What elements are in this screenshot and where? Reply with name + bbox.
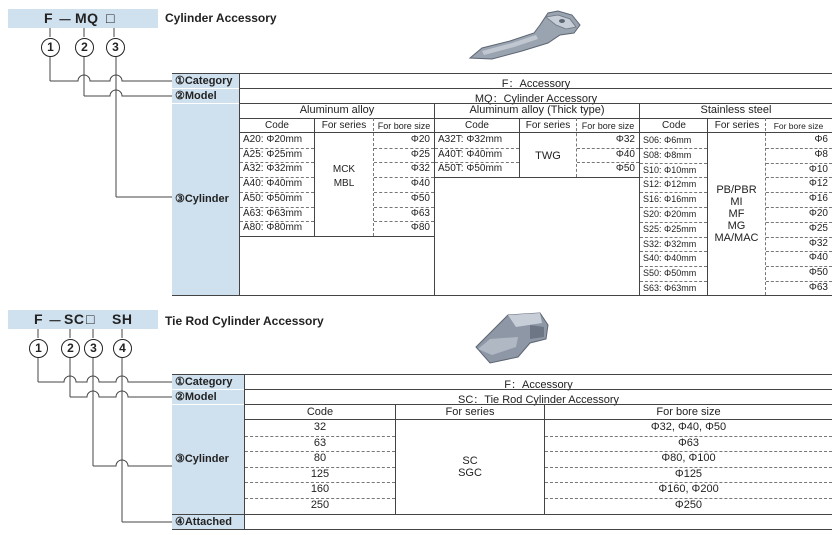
row-divider [640,266,707,267]
table-cell-bore: Φ20 [410,134,430,145]
row-label-attached: ④Attached [172,515,244,529]
row-divider [545,482,832,483]
column-header-code: Code [306,406,334,418]
column-header-code: Code [265,120,289,131]
series-twg: TWG [535,150,561,162]
row-divider [766,266,832,267]
column-header-code: Code [662,120,686,131]
row-divider [640,148,707,149]
model-code-dash: － [58,12,73,28]
row-divider [545,451,832,452]
row-label-category: ①Category [172,74,239,88]
table-cell-bore: Φ80 [410,222,430,234]
row-divider [766,148,832,149]
table1-col-line [519,118,520,177]
row-divider [640,251,707,252]
position-circle-3: 3 [106,38,125,57]
product-image-tie-rod-accessory [468,305,558,370]
table1-rule [240,236,434,237]
table-cell-bore: Φ8 [814,148,828,160]
column-header-for-bore-size: For bore size [656,406,721,418]
table-cell-code: S40: Φ40mm [643,253,697,264]
row-divider [766,192,832,193]
row-label-cylinder: ③Cylinder [172,104,239,295]
row-divider [245,467,395,468]
table2-rule [172,529,832,530]
table-cell-code: A40: Φ40mm [243,178,303,190]
model-code-part-box: □ [106,10,115,26]
table-cell-bore: Φ32 [808,237,828,249]
table-cell-code: S06: Φ6mm [643,135,692,145]
table1-rule [240,88,832,89]
table-cell-code: 160 [310,483,330,496]
table-cell-bore: Φ32 [410,163,430,175]
row-divider [245,498,395,499]
table1-rule [240,118,832,119]
row-divider [374,177,434,178]
position-circle-2: 2 [61,339,80,358]
table-cell-code: A20: Φ20mm [243,134,303,145]
table2-rule [172,374,832,375]
table-cell-bore: Φ40 [615,148,635,160]
row-divider [435,162,519,163]
position-circle-3: 3 [84,339,103,358]
model-code-part-sc: SC [64,311,85,327]
table-cell-code: A80: Φ80mm [243,222,303,234]
model-code-part-f: F [44,10,54,26]
column-header-for-bore-size: For bore size [773,121,824,131]
table-cell-bore: Φ160, Φ200 [658,483,719,496]
row-label-category: ①Category [172,375,244,389]
table1-col-line [434,103,435,295]
table2-rule [245,389,832,390]
table-cell-bore: Φ63 [410,207,430,219]
series-ma-mac: MA/MAC [714,232,759,244]
column-header-for-series: For series [321,120,367,131]
row-divider [640,177,707,178]
table-cell-bore: Φ40 [808,252,828,264]
row-label-cylinder: ③Cylinder [172,405,244,514]
table-cell-code: A25: Φ25mm [243,148,303,160]
series-sgc: SGC [458,467,482,479]
row-divider [577,162,639,163]
position-circle-1: 1 [29,339,48,358]
row-divider [766,251,832,252]
table2-rule [172,514,832,515]
row-divider [240,177,314,178]
row-divider [766,207,832,208]
column-header-for-bore-size: For bore size [581,121,635,131]
series-mck: MCK [332,164,356,175]
row-divider [245,436,395,437]
table-cell-code: A32: Φ32mm [243,163,303,175]
row-divider [640,222,707,223]
position-circle-4: 4 [113,339,132,358]
table-cell-code: 125 [310,467,330,480]
table-cell-bore: Φ40 [410,178,430,190]
model-value: MQ：Cylinder Accessory [474,93,598,105]
table-cell-code: S20: Φ20mm [643,209,697,219]
table-cell-bore: Φ20 [808,208,828,219]
group-header-aluminum-alloy: Aluminum alloy [299,104,375,116]
table-cell-bore: Φ50 [808,267,828,279]
table-cell-bore: Φ50 [410,192,430,204]
table-cell-bore: Φ63 [677,436,699,449]
row-divider [640,163,707,164]
row-divider [766,281,832,282]
table1-rule [435,177,639,178]
row-divider [435,148,519,149]
row-divider [240,192,314,193]
row-divider [640,192,707,193]
group-header-aluminum-thick: Aluminum alloy (Thick type) [469,104,605,116]
model-code-part-f: F [34,311,44,327]
row-divider [374,162,434,163]
row-divider [766,237,832,238]
row-divider [577,148,639,149]
table-cell-code: 250 [310,499,330,511]
table-cell-bore: Φ32 [615,134,635,145]
position-circle-2: 2 [75,38,94,57]
row-divider [640,207,707,208]
table-cell-code: A63: Φ63mm [243,207,303,219]
row-divider [766,177,832,178]
table1-rule [172,295,832,296]
table-cell-bore: Φ12 [808,178,828,190]
table-cell-code: 32 [313,421,327,433]
series-mf: MF [728,208,745,220]
column-header-for-bore-size: For bore size [377,121,431,131]
column-header-for-series: For series [445,406,495,418]
row-divider [640,281,707,282]
row-divider [766,163,832,164]
table1-rule [240,132,832,133]
category-value: F：Accessory [501,78,571,90]
table-cell-code: A50T: Φ50mm [438,163,503,175]
row-divider [374,148,434,149]
row-divider [240,207,314,208]
table-cell-bore: Φ25 [410,148,430,160]
row-divider [245,482,395,483]
section-title-tie-rod: Tie Rod Cylinder Accessory [165,314,324,328]
row-label-model: ②Model [172,89,239,103]
table-cell-code: S08: Φ8mm [643,149,692,160]
table-cell-code: S32: Φ32mm [643,238,697,249]
table-cell-bore: Φ10 [808,163,828,175]
section-title-cylinder-accessory: Cylinder Accessory [165,11,277,25]
row-divider [545,467,832,468]
row-divider [374,221,434,222]
table-cell-code: 80 [313,452,327,465]
series-mi: MI [730,196,743,208]
series-mbl: MBL [333,178,355,189]
row-divider [545,498,832,499]
row-divider [374,207,434,208]
table-cell-code: S10: Φ10mm [643,164,697,175]
table2-rule [245,404,832,405]
column-header-for-series: For series [714,120,760,131]
table-cell-code: 63 [313,436,327,449]
model-code-dash: － [48,313,63,329]
column-header-for-series: For series [525,120,571,131]
model-code-part-box: □ [86,311,95,327]
table-cell-code: S25: Φ25mm [643,223,697,234]
table1-rule [172,73,832,74]
table-cell-bore: Φ6 [814,134,828,145]
row-divider [240,221,314,222]
table-cell-bore: Φ50 [615,163,635,175]
group-header-stainless-steel: Stainless steel [700,104,772,116]
row-divider [374,192,434,193]
table-cell-code: S63: Φ63mm [643,283,697,293]
model-code-part-mq: MQ [75,10,99,26]
model-value: SC：Tie Rod Cylinder Accessory [458,394,619,406]
series-pb-pbr: PB/PBR [716,184,757,196]
table-cell-code: A50: Φ50mm [243,192,303,204]
table-cell-code: S50: Φ50mm [643,268,697,279]
row-divider [245,451,395,452]
row-divider [640,237,707,238]
table2-rule [245,419,832,420]
table1-col-line [314,118,315,236]
table-cell-code: A40T: Φ40mm [438,148,503,160]
position-circle-1: 1 [41,38,60,57]
series-mg: MG [727,220,746,232]
table-cell-bore: Φ16 [808,193,828,205]
row-divider [545,436,832,437]
table-cell-bore: Φ63 [808,282,828,293]
series-sc: SC [462,455,478,467]
table-cell-code: S16: Φ16mm [643,194,697,205]
table-cell-bore: Φ250 [674,499,703,511]
column-header-code: Code [465,120,489,131]
product-image-cylinder-accessory [462,3,597,68]
table-cell-bore: Φ80, Φ100 [661,452,716,465]
table-cell-code: S12: Φ12mm [643,179,697,190]
table-cell-bore: Φ125 [674,467,703,480]
table-cell-bore: Φ25 [808,222,828,234]
table-cell-code: A32T: Φ32mm [438,134,503,145]
row-divider [240,148,314,149]
category-value: F：Accessory [504,379,573,391]
model-code-part-sh: SH [112,311,133,327]
table-cell-bore: Φ32, Φ40, Φ50 [650,421,727,433]
row-label-model: ②Model [172,390,244,404]
row-divider [240,162,314,163]
row-divider [766,222,832,223]
